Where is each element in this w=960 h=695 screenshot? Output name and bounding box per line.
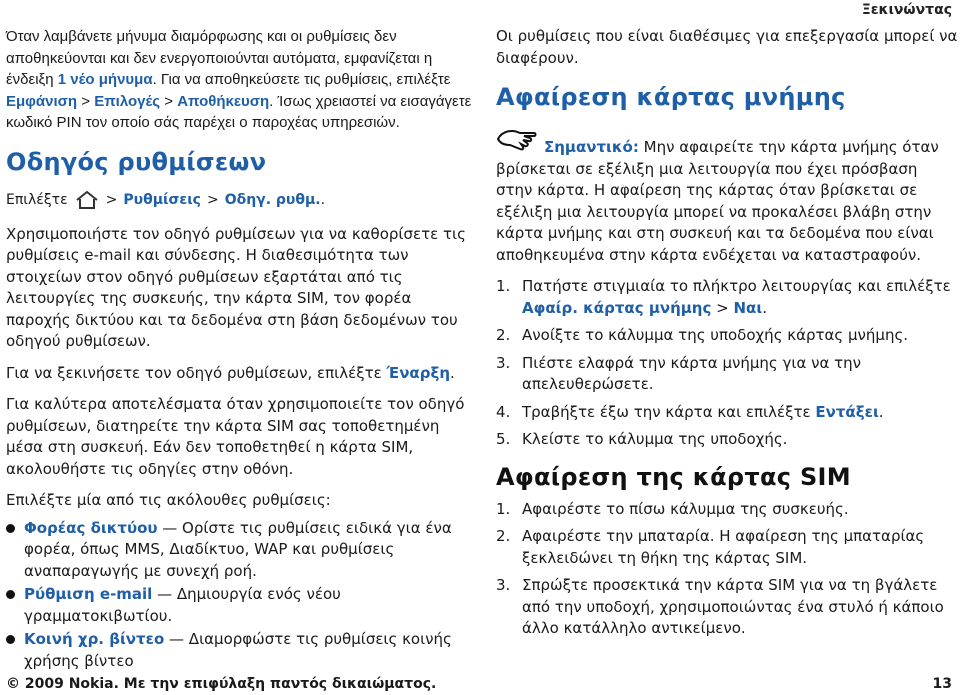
right-column <box>496 26 958 646</box>
step-item <box>496 429 958 451</box>
period: . <box>450 363 455 382</box>
important-label: Σημαντικό: <box>544 138 639 156</box>
step-number: 1. <box>496 277 511 295</box>
show-link[interactable]: Εμφάνιση <box>6 92 78 110</box>
step-number: 2. <box>496 527 511 545</box>
bullet-icon <box>6 524 15 533</box>
step-number: 3. <box>496 353 511 372</box>
remove-card-link[interactable]: Αφαίρ. κάρτας μνήμης <box>522 298 712 317</box>
options-link[interactable]: Επιλογές <box>94 92 161 110</box>
important-text: Μην αφαιρείτε την κάρτα μνήμης όταν βρίσκεται σε εξέλιξη μια λειτουργία που έχει πρόσβαση στην κάρτα. Η αφαίρεση της κάρτας όταν βρίσκεται σε εξέλιξη μια λειτουργία μπορεί να προκαλέσει βλάβη στην κάρτα μνήμης και στη συσκευή και τα δεδομένα που είναι αποθηκευμένα στην κάρτα ενδέχεται να καταστραφούν. <box>496 138 939 264</box>
period: . <box>320 191 326 208</box>
separator: > <box>160 92 178 110</box>
settings-list <box>6 518 472 673</box>
intro-paragraph <box>6 26 472 134</box>
step-item <box>496 526 958 569</box>
separator: > <box>105 191 118 208</box>
step-text <box>522 402 884 424</box>
right-intro: Οι ρυθμίσεις που είναι διαθέσιμες για επεξεργασία μπορεί να διαφέρουν. <box>496 27 958 67</box>
step-text <box>522 276 958 319</box>
list-item-desc: — Ορίστε τις ρυθμίσεις ειδικά για ένα φορέα, όπως MMS, Διαδίκτυο, WAP και ρυθμίσεις αναπαραγωγής με συνεχή ροή. <box>24 518 452 580</box>
list-item-desc: — Διαμορφώστε τις ρυθμίσεις κοινής χρήσης βίντεο <box>24 630 452 670</box>
step-text: Ανοίξτε το κάλυμμα της υποδοχής κάρτας μνήμης. <box>522 326 909 344</box>
wizard-title: Οδηγός ρυθμίσεων <box>6 147 267 176</box>
start-link[interactable]: Έναρξη <box>386 363 451 382</box>
list-item <box>6 518 472 583</box>
warning-hand-icon <box>496 125 538 155</box>
path-select-text: Επιλέξτε <box>6 191 68 208</box>
page-number: 13 <box>932 676 952 692</box>
email-setup-link[interactable]: Ρύθμιση e-mail <box>24 585 153 603</box>
sim-card-steps <box>496 499 958 640</box>
step-number: 3. <box>496 576 511 594</box>
start-text: Για να ξεκινήσετε τον οδηγό ρυθμίσεων, επιλέξτε <box>6 363 387 382</box>
settings-link[interactable]: Ρυθμίσεις <box>123 191 201 208</box>
separator: > <box>77 92 95 110</box>
step-item <box>496 353 958 396</box>
separator: > <box>711 298 734 317</box>
video-sharing-link[interactable]: Κοινή χρ. βίντεο <box>24 630 165 648</box>
note-block <box>496 125 958 266</box>
yes-link[interactable]: Ναι <box>733 298 763 317</box>
step-number: 5. <box>496 430 511 448</box>
ok-link[interactable]: Εντάξει <box>815 402 879 421</box>
step-number: 4. <box>496 402 511 421</box>
bullet-icon <box>6 635 15 644</box>
period: . <box>762 298 767 317</box>
sim-tip: Για καλύτερα αποτελέσματα όταν χρησιμοποιείτε τον οδηγό ρυθμίσεων, διατηρείτε την κάρτα SIM σας τοποθετημένη μέσα στη συσκευή. Εάν δεν τοποθετηθεί η κάρτα SIM, ακολουθήστε τις οδηγίες στην οθόνη. <box>6 395 465 478</box>
intro-text-2: . Για να αποθηκεύσετε τις ρυθμίσεις, επιλέξτε <box>152 71 451 88</box>
step-text-part: Πατήστε στιγμιαία το πλήκτρο λειτουργίας και επιλέξτε <box>522 277 951 295</box>
choose-settings: Επιλέξτε μία από τις ακόλουθες ρυθμίσεις: <box>6 491 331 509</box>
section-header: Ξεκινώντας <box>861 2 952 18</box>
new-message-link[interactable]: 1 νέο μήνυμα <box>57 71 153 88</box>
list-item-desc: — Δημιουργία ενός νέου γραμματοκιβωτίου. <box>24 585 341 625</box>
wizard-link[interactable]: Οδηγ. ρυθμ. <box>224 191 321 208</box>
important-note <box>496 125 958 266</box>
step-number: 1. <box>496 499 511 518</box>
menu-path <box>6 190 472 210</box>
home-icon <box>74 190 100 210</box>
period: . <box>878 402 884 421</box>
step-text-part: Τραβήξτε έξω την κάρτα και επιλέξτε <box>522 402 816 421</box>
step-number: 2. <box>496 326 511 344</box>
intro-text: Όταν λαμβάνετε μήνυμα διαμόρφωσης και οι ρυθμίσεις δεν αποθηκεύονται και δεν ενεργοποιούνται αυτόματα, εμφανίζεται η ένδειξη <box>6 28 433 88</box>
separator: > <box>206 191 219 208</box>
step-item <box>496 325 958 347</box>
bullet-icon <box>6 590 15 599</box>
operator-link[interactable]: Φορέας δικτύου <box>24 518 158 537</box>
list-item <box>6 629 472 672</box>
intro-text-3: . Ίσως χρειαστεί να εισαγάγετε κωδικό PIN τον οποίο σάς παρέχει ο παροχέας υπηρεσιών. <box>6 92 472 131</box>
list-item <box>6 584 472 627</box>
step-text: Αφαιρέστε την μπαταρία. Η αφαίρεση της μπαταρίας ξεκλειδώνει τη θήκη της κάρτας SIM. <box>522 527 925 567</box>
step-item <box>496 276 958 319</box>
start-instruction <box>6 363 472 385</box>
memory-card-title: Αφαίρεση κάρτας μνήμης <box>496 83 846 111</box>
step-item <box>496 575 958 640</box>
step-text: Σπρώξτε προσεκτικά την κάρτα SIM για να τη βγάλετε από την υποδοχή, χρησιμοποιώντας ένα στυλό ή κάποιο άλλο κατάλληλο αντικείμενο. <box>522 576 944 637</box>
sim-card-title: Αφαίρεση της κάρτας SIM <box>496 462 851 491</box>
step-text: Πιέστε ελαφρά την κάρτα μνήμης για να την απελευθερώσετε. <box>522 353 862 393</box>
copyright-footer: © 2009 Nokia. Με την επιφύλαξη παντός δικαιώματος. <box>6 676 437 692</box>
step-item <box>496 402 958 424</box>
memory-card-steps <box>496 276 958 451</box>
step-item <box>496 499 958 521</box>
left-column <box>6 26 472 674</box>
step-text: Αφαιρέστε το πίσω κάλυμμα της συσκευής. <box>522 499 849 518</box>
step-text: Κλείστε το κάλυμμα της υποδοχής. <box>522 430 788 448</box>
save-link[interactable]: Αποθήκευση <box>177 92 270 110</box>
wizard-description: Χρησιμοποιήστε τον οδηγό ρυθμίσεων για να καθορίσετε τις ρυθμίσεις e-mail και σύνδεσης. Η διαθεσιμότητα των στοιχείων στον οδηγό ρυθμίσεων εξαρτάται από τις λειτουργίες της συσκευής, την κάρτα SIM, τον φορέα παροχής δικτύου και τα δεδομένα στη βάση δεδομένων του οδηγού ρυθμίσεων. <box>6 224 466 350</box>
